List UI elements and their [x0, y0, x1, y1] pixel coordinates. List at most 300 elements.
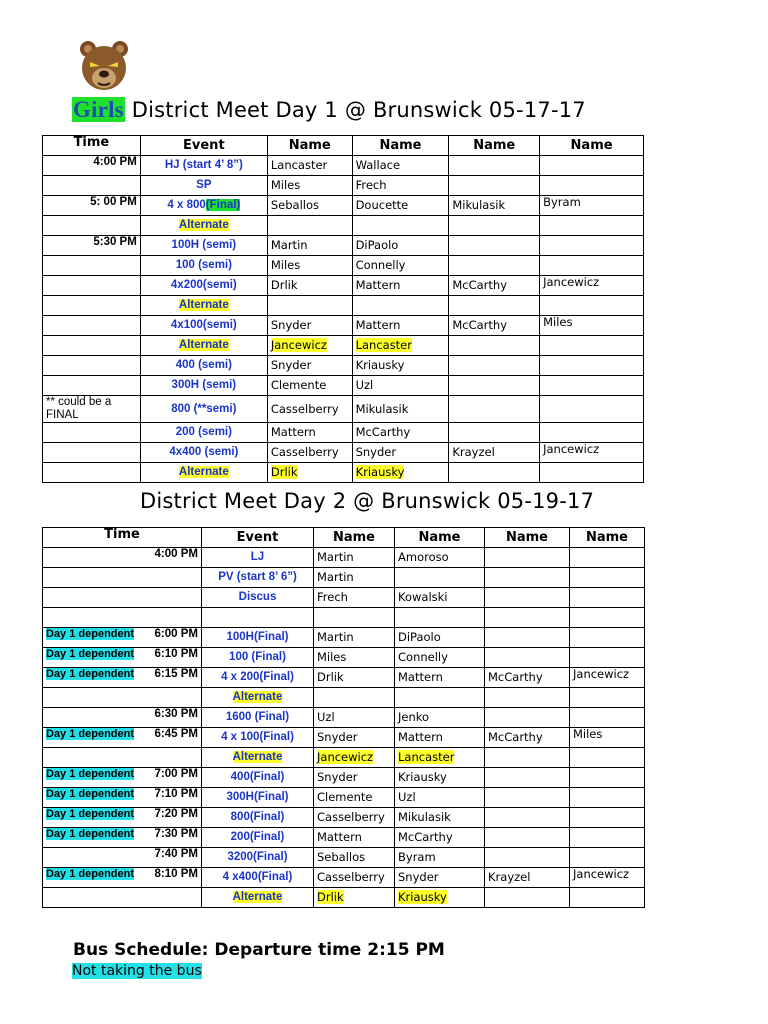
name-cell	[485, 788, 570, 808]
athlete-name: Mattern	[270, 425, 316, 439]
event-cell	[140, 176, 267, 196]
table-row	[43, 888, 645, 908]
column-header: Name	[570, 528, 645, 548]
athlete-name: Lancaster	[398, 750, 455, 764]
athlete-name: McCarthy	[452, 318, 508, 332]
event-label: HJ (start 4’ 8”)	[164, 159, 243, 171]
event-cell	[140, 156, 267, 176]
day1-dependent-tag: Day 1 dependent	[46, 768, 135, 780]
event-cell	[202, 728, 314, 748]
event-label: Alternate	[232, 691, 283, 703]
name-cell	[352, 376, 449, 396]
table-row	[43, 728, 645, 748]
time-cell	[43, 336, 141, 356]
name-cell	[449, 236, 540, 256]
column-header: Event	[140, 136, 267, 156]
column-header: Name	[395, 528, 485, 548]
event-label: Alternate	[178, 299, 229, 311]
event-label: 100 (semi)	[175, 259, 232, 271]
name-cell	[352, 296, 449, 316]
name-cell	[540, 443, 644, 463]
event-cell	[202, 668, 314, 688]
bear-head-icon	[76, 38, 132, 94]
name-cell	[570, 708, 645, 728]
time-value: 6:30 PM	[154, 708, 198, 720]
name-cell	[395, 788, 485, 808]
name-cell	[485, 748, 570, 768]
event-label: 200 (semi)	[175, 426, 232, 438]
name-cell	[485, 888, 570, 908]
name-cell	[485, 588, 570, 608]
time-cell	[43, 708, 202, 728]
name-cell	[570, 888, 645, 908]
event-label: SP	[196, 179, 212, 191]
name-cell	[314, 628, 395, 648]
event-cell	[140, 276, 267, 296]
name-cell	[570, 728, 645, 748]
name-cell	[540, 423, 644, 443]
event-label: Alternate	[178, 466, 229, 478]
bus-schedule-heading: Bus Schedule: Departure time 2:15 PM	[73, 940, 445, 960]
name-cell	[314, 808, 395, 828]
event-cell	[202, 848, 314, 868]
name-cell	[267, 296, 352, 316]
name-cell	[352, 196, 449, 216]
name-cell	[267, 396, 352, 423]
name-cell	[267, 376, 352, 396]
event-cell	[202, 588, 314, 608]
column-header: Name	[540, 136, 644, 156]
table-row	[43, 443, 644, 463]
name-cell	[540, 296, 644, 316]
column-header: Name	[267, 136, 352, 156]
name-cell	[485, 868, 570, 888]
time-cell: 5: 00 PM	[43, 196, 141, 216]
athlete-name: Snyder	[355, 445, 397, 459]
time-cell	[43, 748, 202, 768]
athlete-name: Wallace	[355, 158, 401, 172]
athlete-name: Doucette	[355, 198, 409, 212]
name-cell	[314, 868, 395, 888]
athlete-name: Frech	[317, 590, 348, 604]
name-cell	[485, 548, 570, 568]
name-cell	[449, 196, 540, 216]
name-cell	[352, 216, 449, 236]
athlete-name: Drlik	[317, 670, 344, 684]
not-taking-bus-note: Not taking the bus	[72, 963, 202, 979]
athlete-name: Casselberry	[317, 810, 385, 824]
name-cell	[314, 888, 395, 908]
table-row	[43, 768, 645, 788]
name-cell	[570, 608, 645, 628]
time-cell	[43, 443, 141, 463]
time-value: 7:40 PM	[154, 848, 198, 860]
athlete-name: Amoroso	[398, 550, 449, 564]
event-label: Alternate	[232, 891, 283, 903]
name-cell	[449, 336, 540, 356]
event-label: 100H (semi)	[171, 239, 237, 251]
table-row	[43, 648, 645, 668]
name-cell	[485, 848, 570, 868]
day1-dependent-tag: Day 1 dependent	[46, 728, 135, 740]
name-cell	[352, 316, 449, 336]
name-cell	[485, 668, 570, 688]
day1-title-text: District Meet Day 1 @ Brunswick 05-17-17	[124, 98, 586, 122]
name-cell	[449, 356, 540, 376]
name-cell	[540, 316, 644, 336]
event-label: 800(Final)	[230, 811, 285, 823]
name-cell	[570, 788, 645, 808]
name-cell	[540, 396, 644, 423]
name-cell	[485, 768, 570, 788]
name-cell	[540, 356, 644, 376]
name-cell	[485, 708, 570, 728]
table-row	[43, 868, 645, 888]
name-cell	[540, 376, 644, 396]
event-cell	[202, 708, 314, 728]
day1-title	[72, 97, 586, 123]
name-cell	[449, 443, 540, 463]
athlete-name: McCarthy	[355, 425, 411, 439]
time-cell	[43, 463, 141, 483]
name-cell	[352, 396, 449, 423]
time-cell	[43, 728, 202, 748]
event-cell	[140, 196, 267, 216]
name-cell	[314, 748, 395, 768]
name-cell	[449, 423, 540, 443]
name-cell	[395, 728, 485, 748]
event-cell	[202, 748, 314, 768]
table-row	[43, 828, 645, 848]
table-row	[43, 216, 644, 236]
name-cell	[449, 316, 540, 336]
table-row	[43, 316, 644, 336]
name-cell	[267, 256, 352, 276]
event-label: Alternate	[178, 339, 229, 351]
athlete-name: Jancewicz	[543, 442, 600, 456]
time-cell	[43, 176, 141, 196]
name-cell	[449, 276, 540, 296]
name-cell	[540, 276, 644, 296]
athlete-name: Mattern	[398, 730, 443, 744]
event-cell	[140, 356, 267, 376]
event-label: 4x400 (semi)	[169, 446, 239, 458]
table-row	[43, 848, 645, 868]
event-cell	[202, 788, 314, 808]
event-label: 1600 (Final)	[225, 711, 290, 723]
name-cell	[352, 236, 449, 256]
time-value: 7:10 PM	[154, 788, 198, 800]
name-cell	[352, 276, 449, 296]
athlete-name: McCarthy	[398, 830, 453, 844]
table-row	[43, 788, 645, 808]
name-cell	[449, 216, 540, 236]
event-cell	[140, 423, 267, 443]
athlete-name: Clemente	[317, 790, 373, 804]
name-cell	[395, 668, 485, 688]
column-header: Time	[43, 136, 141, 156]
athlete-name: Connelly	[355, 258, 406, 272]
table-row	[43, 548, 645, 568]
time-cell: 5:30 PM	[43, 236, 141, 256]
event-cell	[140, 376, 267, 396]
athlete-name: Mattern	[355, 278, 401, 292]
table-row	[43, 568, 645, 588]
event-label: 4 x 800	[167, 199, 206, 211]
table-row	[43, 588, 645, 608]
name-cell	[570, 748, 645, 768]
athlete-name: McCarthy	[488, 670, 543, 684]
time-value: 4:00 PM	[154, 548, 198, 560]
time-cell	[43, 216, 141, 236]
name-cell	[395, 608, 485, 628]
name-cell	[570, 628, 645, 648]
name-cell	[540, 196, 644, 216]
table-row	[43, 463, 644, 483]
name-cell	[352, 256, 449, 276]
name-cell	[267, 316, 352, 336]
name-cell	[395, 548, 485, 568]
athlete-name: Snyder	[270, 318, 312, 332]
athlete-name: Lancaster	[270, 158, 328, 172]
name-cell	[267, 176, 352, 196]
time-cell: 4:00 PM	[43, 156, 141, 176]
table-row	[43, 423, 644, 443]
name-cell	[314, 608, 395, 628]
time-cell	[43, 848, 202, 868]
athlete-name: Drlik	[270, 278, 298, 292]
time-cell	[43, 808, 202, 828]
name-cell	[352, 336, 449, 356]
name-cell	[540, 176, 644, 196]
athlete-name: Byram	[398, 850, 436, 864]
event-label: 4 x400(Final)	[222, 871, 293, 883]
time-value: 6:15 PM	[154, 668, 198, 680]
name-cell	[267, 156, 352, 176]
athlete-name: Miles	[270, 178, 301, 192]
athlete-name: Byram	[543, 195, 581, 209]
name-cell	[570, 668, 645, 688]
event-cell	[202, 868, 314, 888]
athlete-name: Drlik	[317, 890, 344, 904]
athlete-name: Miles	[573, 727, 603, 741]
time-cell	[43, 356, 141, 376]
athlete-name: Uzl	[398, 790, 416, 804]
name-cell	[267, 196, 352, 216]
athlete-name: Kowalski	[398, 590, 448, 604]
event-cell	[140, 396, 267, 423]
athlete-name: Jancewicz	[317, 750, 374, 764]
name-cell	[267, 216, 352, 236]
time-cell	[43, 768, 202, 788]
table-row	[43, 176, 644, 196]
athlete-name: Snyder	[398, 870, 439, 884]
athlete-name: Snyder	[317, 770, 358, 784]
athlete-name: Connelly	[398, 650, 448, 664]
event-cell	[140, 463, 267, 483]
event-label: 800 (**semi)	[171, 402, 237, 415]
name-cell	[352, 156, 449, 176]
table-row	[43, 668, 645, 688]
time-value: 8:10 PM	[154, 868, 198, 880]
table-header-row	[43, 528, 645, 548]
time-cell	[43, 888, 202, 908]
athlete-name: Lancaster	[355, 338, 412, 352]
event-label: 400 (semi)	[175, 359, 232, 371]
time-cell	[43, 788, 202, 808]
athlete-name: Mattern	[398, 670, 443, 684]
name-cell	[540, 463, 644, 483]
name-cell	[395, 808, 485, 828]
event-label: Alternate	[178, 219, 229, 231]
athlete-name: Martin	[317, 550, 354, 564]
table-row	[43, 748, 645, 768]
name-cell	[449, 256, 540, 276]
athlete-name: Martin	[317, 630, 354, 644]
athlete-name: Seballos	[317, 850, 366, 864]
name-cell	[570, 848, 645, 868]
time-value: 6:00 PM	[154, 628, 198, 640]
name-cell	[395, 768, 485, 788]
day1-dependent-tag: Day 1 dependent	[46, 628, 135, 640]
athlete-name: Mikulasik	[398, 810, 451, 824]
event-label: LJ	[250, 551, 265, 563]
event-cell	[202, 828, 314, 848]
day1-dependent-tag: Day 1 dependent	[46, 668, 135, 680]
footnote-cell: ** could be a FINAL	[43, 396, 141, 423]
event-cell	[140, 296, 267, 316]
name-cell	[570, 868, 645, 888]
final-tag: (Final)	[205, 199, 241, 211]
column-header: Name	[449, 136, 540, 156]
athlete-name: Casselberry	[270, 445, 339, 459]
event-cell	[140, 316, 267, 336]
athlete-name: Frech	[355, 178, 387, 192]
name-cell	[449, 296, 540, 316]
table-row	[43, 688, 645, 708]
name-cell	[395, 588, 485, 608]
time-cell	[43, 296, 141, 316]
athlete-name: McCarthy	[452, 278, 508, 292]
name-cell	[540, 236, 644, 256]
name-cell	[267, 463, 352, 483]
athlete-name: Krayzel	[452, 445, 495, 459]
event-cell	[140, 216, 267, 236]
name-cell	[485, 648, 570, 668]
name-cell	[540, 336, 644, 356]
name-cell	[395, 628, 485, 648]
name-cell	[395, 688, 485, 708]
table-row	[43, 356, 644, 376]
girls-highlight: Girls	[73, 97, 124, 122]
athlete-name: Mattern	[317, 830, 362, 844]
name-cell	[570, 688, 645, 708]
athlete-name: Jancewicz	[573, 667, 630, 681]
athlete-name: Mikulasik	[355, 401, 409, 416]
event-label: 200(Final)	[230, 831, 285, 843]
name-cell	[395, 648, 485, 668]
name-cell	[267, 336, 352, 356]
name-cell	[352, 443, 449, 463]
name-cell	[449, 156, 540, 176]
time-cell	[43, 256, 141, 276]
event-label: Alternate	[232, 751, 283, 763]
table-row	[43, 256, 644, 276]
event-cell	[140, 236, 267, 256]
time-cell	[43, 828, 202, 848]
time-cell	[43, 868, 202, 888]
name-cell	[395, 888, 485, 908]
name-cell	[570, 768, 645, 788]
event-cell	[202, 568, 314, 588]
name-cell	[570, 588, 645, 608]
athlete-name: Kriausky	[398, 890, 447, 904]
name-cell	[570, 568, 645, 588]
time-cell	[43, 568, 202, 588]
name-cell	[314, 788, 395, 808]
name-cell	[314, 688, 395, 708]
day1-dependent-tag: Day 1 dependent	[46, 788, 135, 800]
name-cell	[540, 256, 644, 276]
name-cell	[314, 588, 395, 608]
table-row	[43, 708, 645, 728]
time-cell	[43, 628, 202, 648]
event-cell	[202, 608, 314, 628]
event-cell	[202, 888, 314, 908]
athlete-name: Drlik	[270, 465, 298, 479]
name-cell	[395, 748, 485, 768]
time-value: 7:20 PM	[154, 808, 198, 820]
athlete-name: McCarthy	[488, 730, 543, 744]
event-label: 4 x 100(Final)	[221, 731, 294, 743]
name-cell	[352, 423, 449, 443]
event-label: 4x100(semi)	[170, 319, 237, 331]
name-cell	[267, 443, 352, 463]
name-cell	[314, 848, 395, 868]
name-cell	[395, 828, 485, 848]
event-label: 300H(Final)	[226, 791, 289, 803]
name-cell	[485, 608, 570, 628]
name-cell	[267, 236, 352, 256]
table-row	[43, 336, 644, 356]
day2-title: District Meet Day 2 @ Brunswick 05-19-17	[140, 489, 595, 513]
table-row	[43, 608, 645, 628]
day1-dependent-tag: Day 1 dependent	[46, 648, 135, 660]
name-cell	[485, 828, 570, 848]
athlete-name: Jancewicz	[270, 338, 327, 352]
time-cell	[43, 423, 141, 443]
name-cell	[314, 548, 395, 568]
event-cell	[202, 548, 314, 568]
name-cell	[352, 463, 449, 483]
name-cell	[395, 868, 485, 888]
name-cell	[570, 548, 645, 568]
name-cell	[449, 376, 540, 396]
time-cell	[43, 276, 141, 296]
time-cell	[43, 376, 141, 396]
event-label: PV (start 8’ 6”)	[218, 571, 297, 583]
event-label: 300H (semi)	[171, 379, 237, 391]
time-cell	[43, 588, 202, 608]
table-row	[43, 276, 644, 296]
name-cell	[449, 463, 540, 483]
athlete-name: Mattern	[355, 318, 401, 332]
name-cell	[314, 708, 395, 728]
athlete-name: Casselberry	[270, 401, 339, 416]
athlete-name: Uzl	[355, 378, 374, 392]
name-cell	[540, 156, 644, 176]
name-cell	[540, 216, 644, 236]
